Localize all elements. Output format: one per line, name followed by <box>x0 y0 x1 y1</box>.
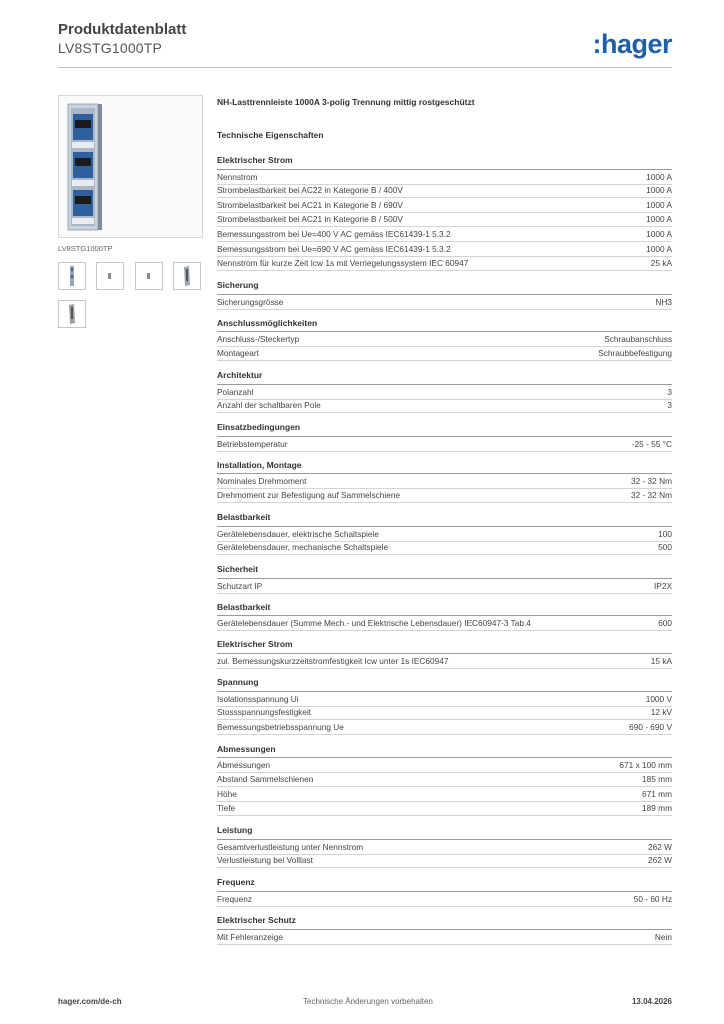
spec-value: NH3 <box>655 296 672 307</box>
spec-label: Frequenz <box>217 893 253 904</box>
spec-row <box>217 691 672 707</box>
product-image-caption: LV8STG1000TP <box>58 244 113 253</box>
spec-label: Mit Fehleranzeige <box>217 931 283 942</box>
spec-value: 671 mm <box>642 788 672 799</box>
spec-label: Schutzart IP <box>217 580 263 591</box>
spec-label: Bemessungsbetriebsspannung Ue <box>217 721 344 732</box>
spec-value: 1000 A <box>646 243 672 254</box>
thumbnail-1-drawing <box>59 263 85 289</box>
spec-row <box>217 653 672 669</box>
spec-row <box>217 227 672 242</box>
spec-row <box>217 384 672 400</box>
spec-label: Sicherungsgrösse <box>217 296 284 307</box>
spec-row <box>217 256 672 271</box>
section-title: Elektrischer Strom <box>217 155 293 165</box>
spec-row <box>217 526 672 542</box>
thumbnail-2-drawing <box>97 263 123 289</box>
spec-label: Gerätelebensdauer (Summe Mech.- und Elektrische Lebensdauer) IEC60947-3 Tab.4 <box>217 618 531 629</box>
spec-value: Schraubbefestigung <box>598 347 672 358</box>
technical-properties-title: Technische Eigenschaften <box>217 130 324 140</box>
spec-label: Verlustleistung bei Volllast <box>217 855 313 866</box>
spec-label: Strombelastbarkeit bei AC21 in Kategorie B / 500V <box>217 214 403 225</box>
spec-row <box>217 839 672 855</box>
hager-logo <box>592 29 672 59</box>
spec-row <box>217 346 672 361</box>
spec-value: 3 <box>667 386 672 397</box>
spec-value: 12 kV <box>650 707 672 718</box>
spec-value: 1000 A <box>646 214 672 225</box>
section-title: Belastbarkeit <box>217 512 271 522</box>
section-title: Belastbarkeit <box>217 601 271 612</box>
spec-value: IP2X <box>654 580 672 591</box>
spec-label: zul. Bemessungskurzzeitstromfestigkeit Icw unter 1s IEC60947 <box>217 655 449 666</box>
footer-disclaimer: Technische Änderungen vorbehalten <box>303 997 433 1006</box>
spec-row <box>217 242 672 257</box>
spec-row <box>217 473 672 489</box>
section-title: Installation, Montage <box>217 459 302 470</box>
spec-label: Stossspannungsfestigkeit <box>217 707 312 718</box>
spec-label: Betriebstemperatur <box>217 438 288 449</box>
spec-value: 1000 A <box>646 171 672 182</box>
spec-row <box>217 331 672 347</box>
thumbnail-1[interactable] <box>58 262 86 290</box>
spec-row <box>217 540 672 555</box>
spec-label: Anschluss-/Steckertyp <box>217 334 300 345</box>
spec-value: 600 <box>658 618 672 629</box>
spec-label: Anzahl der schaltbaren Pole <box>217 400 321 411</box>
spec-row <box>217 787 672 802</box>
spec-value: 1000 V <box>645 693 672 704</box>
product-image <box>58 95 203 238</box>
spec-label: Abmessungen <box>217 760 271 771</box>
spec-row <box>217 436 672 452</box>
spec-value: 1000 A <box>646 185 672 196</box>
spec-label: Bemessungsstrom bei Ue=400 V AC gemäss IEC61439-1 5.3.2 <box>217 228 451 239</box>
spec-value: 32 - 32 Nm <box>630 476 672 487</box>
spec-row <box>217 772 672 787</box>
spec-row <box>217 757 672 773</box>
page-header <box>58 20 672 57</box>
spec-label: Höhe <box>217 788 237 799</box>
spec-label: Strombelastbarkeit bei AC22 in Kategorie B / 400V <box>217 185 403 196</box>
spec-value: 1000 A <box>646 228 672 239</box>
spec-value: 15 kA <box>650 655 672 666</box>
thumbnail-4-drawing <box>174 263 200 289</box>
thumbnail-3[interactable] <box>135 262 163 290</box>
spec-label: Drehmoment zur Befestigung auf Sammelschiene <box>217 489 401 500</box>
spec-value: 100 <box>658 528 672 539</box>
page-title: Produktdatenblatt <box>58 21 187 38</box>
thumbnail-5[interactable] <box>58 300 86 328</box>
spec-label: Tiefe <box>217 803 236 814</box>
spec-label: Nennstrom <box>217 171 258 182</box>
spec-value: 189 mm <box>642 803 672 814</box>
header-divider <box>58 67 672 68</box>
spec-row <box>217 720 672 735</box>
section-title: Spannung <box>217 677 259 687</box>
spec-row <box>217 578 672 594</box>
spec-row <box>217 294 672 310</box>
spec-value: Schraubanschluss <box>604 334 672 345</box>
product-image-drawing <box>59 96 202 237</box>
section-title: Sicherheit <box>217 564 259 575</box>
thumbnail-5-drawing <box>59 301 85 327</box>
spec-row <box>217 801 672 816</box>
spec-value: 32 - 32 Nm <box>630 489 672 500</box>
spec-label: Gesamtverlustleistung unter Nennstrom <box>217 841 364 852</box>
product-reference: LV8STG1000TP <box>58 40 163 56</box>
thumbnail-3-drawing <box>136 263 162 289</box>
spec-value: 500 <box>658 542 672 553</box>
thumbnail-2[interactable] <box>96 262 124 290</box>
footer-date: 13.04.2026 <box>631 997 672 1006</box>
logo-text: :hager <box>592 29 672 59</box>
spec-label: Abstand Sammelschienen <box>217 773 314 784</box>
spec-label: Strombelastbarkeit bei AC21 in Kategorie B / 690V <box>217 199 403 210</box>
section-title: Frequenz <box>217 877 255 888</box>
section-title: Abmessungen <box>217 743 276 754</box>
section-title: Elektrischer Schutz <box>217 915 296 925</box>
section-title: Leistung <box>217 825 253 836</box>
spec-label: Gerätelebensdauer, mechanische Schaltspiele <box>217 542 389 553</box>
spec-value: 262 W <box>648 855 672 866</box>
spec-value: 1000 A <box>646 199 672 210</box>
spec-value: 50 - 60 Hz <box>633 893 672 904</box>
spec-value: 262 W <box>648 841 672 852</box>
spec-label: Montageart <box>217 347 259 358</box>
spec-value: -25 - 55 °C <box>631 438 672 449</box>
spec-label: Isolationsspannung Ui <box>217 693 299 704</box>
section-title: Elektrischer Strom <box>217 639 293 650</box>
spec-row <box>217 183 672 198</box>
section-title: Anschlussmöglichkeiten <box>217 317 318 328</box>
spec-label: Nennstrom für kurze Zeit Icw 1s mit Verriegelungssystem IEC 60947 <box>217 258 469 269</box>
section-title: Architektur <box>217 370 263 380</box>
spec-label: Gerätelebensdauer, elektrische Schaltspiele <box>217 528 379 539</box>
spec-row <box>217 705 672 720</box>
section-title: Sicherung <box>217 280 259 291</box>
spec-label: Nominales Drehmoment <box>217 476 307 487</box>
spec-value: 25 kA <box>650 258 672 269</box>
product-description: NH-Lasttrennleiste 1000A 3-polig Trennung mittig rostgeschützt <box>217 97 475 107</box>
section-title: Einsatzbedingungen <box>217 422 301 433</box>
footer-website-link[interactable]: hager.com/de-ch <box>58 997 122 1006</box>
spec-row <box>217 169 672 185</box>
spec-value: 3 <box>667 400 672 411</box>
spec-row <box>217 212 672 227</box>
spec-label: Bemessungsstrom bei Ue=690 V AC gemäss IEC61439-1 5.3.2 <box>217 243 451 254</box>
spec-row <box>217 891 672 907</box>
thumbnail-4[interactable] <box>173 262 201 290</box>
spec-value: 671 x 100 mm <box>619 760 672 771</box>
spec-row <box>217 615 672 631</box>
spec-row <box>217 398 672 413</box>
spec-value: 690 - 690 V <box>629 721 672 732</box>
spec-label: Polanzahl <box>217 386 254 397</box>
spec-row <box>217 198 672 213</box>
spec-row <box>217 853 672 868</box>
spec-row <box>217 929 672 945</box>
spec-row <box>217 488 672 503</box>
spec-value: Nein <box>654 931 672 942</box>
spec-value: 185 mm <box>642 773 672 784</box>
